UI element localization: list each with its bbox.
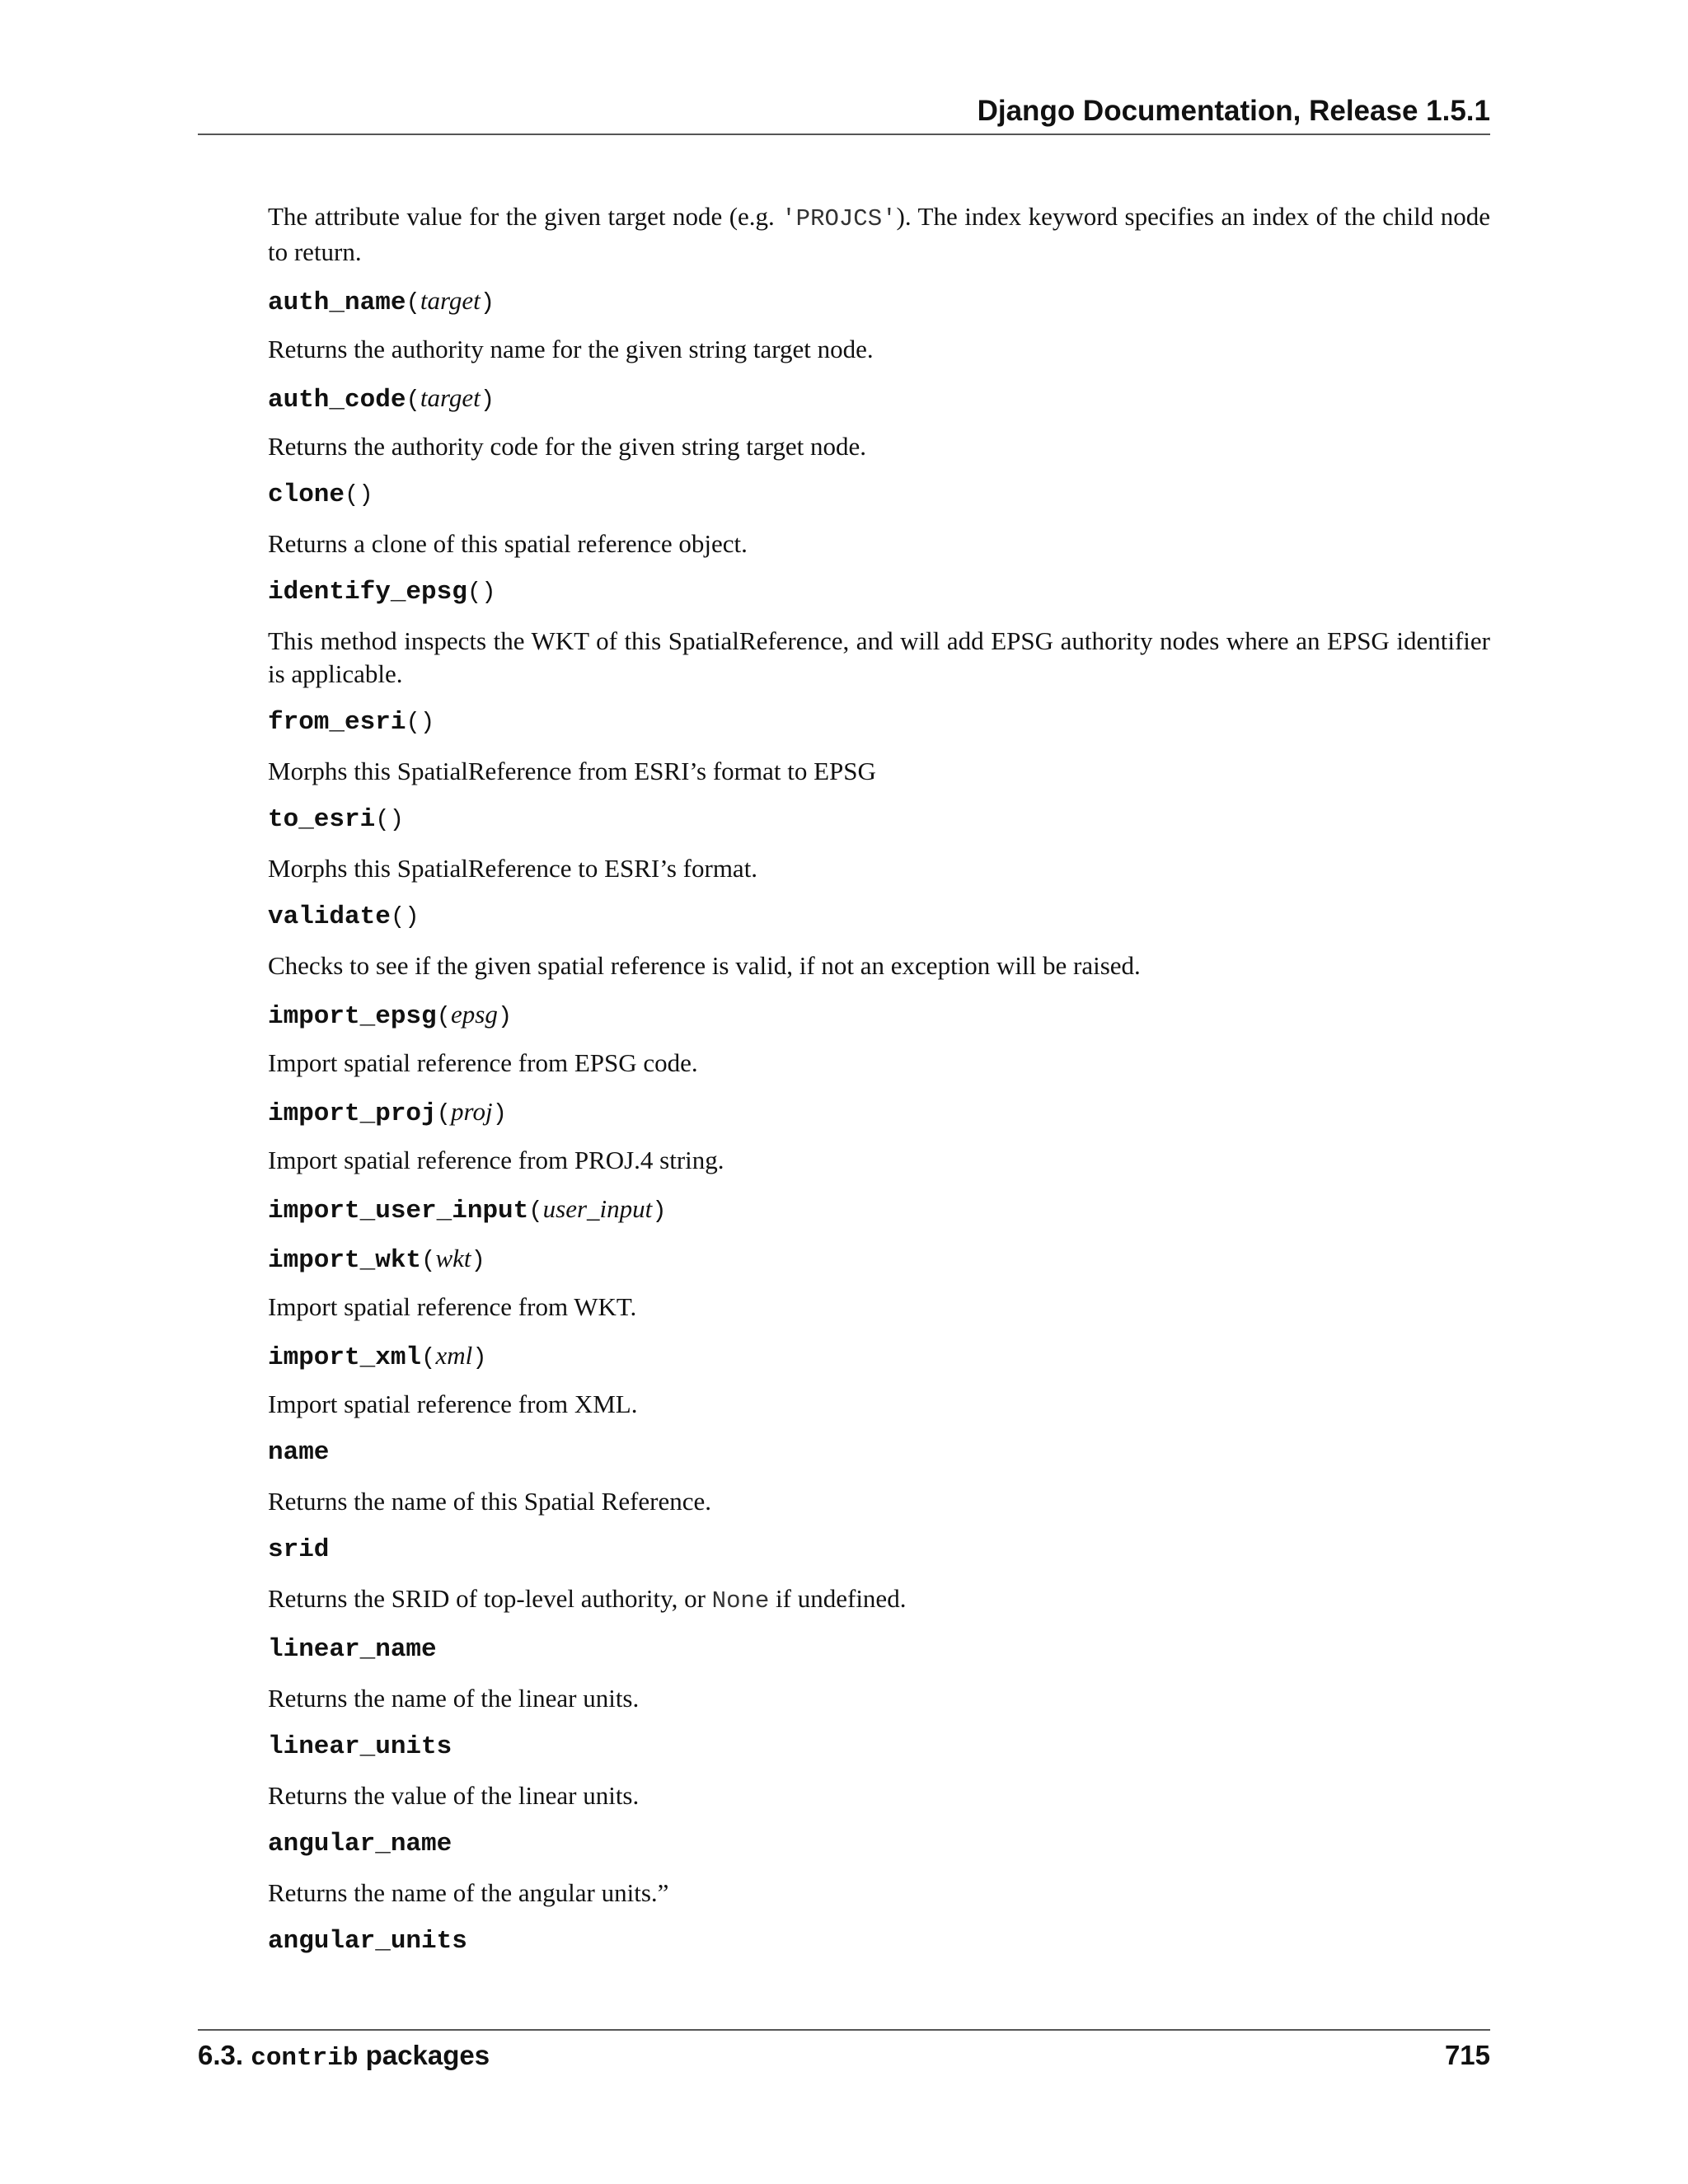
signature-open-paren: ( bbox=[375, 806, 390, 833]
signature-name: linear_name bbox=[268, 1635, 437, 1664]
description bbox=[268, 1582, 1490, 1618]
api-entry-list bbox=[268, 284, 1490, 1959]
api-entry-name bbox=[268, 1436, 1490, 1518]
api-entry-import-xml bbox=[268, 1338, 1490, 1421]
footer-section bbox=[198, 2037, 490, 2077]
footer-section-title: packages bbox=[365, 2040, 490, 2070]
footer-section-code: contrib bbox=[251, 2044, 359, 2073]
description: Returns the authority name for the given string target node. bbox=[268, 335, 874, 363]
signature-name: import_wkt bbox=[268, 1246, 422, 1275]
signature-name: auth_code bbox=[268, 386, 406, 415]
signature-name: import_epsg bbox=[268, 1002, 437, 1031]
page-number: 715 bbox=[1444, 2040, 1490, 2070]
signature bbox=[268, 1633, 1490, 1667]
signature-name: linear_units bbox=[268, 1732, 452, 1761]
signature-name: auth_name bbox=[268, 288, 406, 317]
description: Import spatial reference from XML. bbox=[268, 1390, 638, 1418]
description: Returns the authority code for the given string target node. bbox=[268, 432, 867, 461]
signature-name: import_xml bbox=[268, 1343, 422, 1372]
signature-close-paren: ) bbox=[652, 1197, 667, 1225]
signature-close-paren: ) bbox=[389, 806, 405, 833]
intro-text: The attribute value for the given target node (e.g. bbox=[268, 202, 782, 231]
signature-name: from_esri bbox=[268, 708, 406, 737]
signature-open-paren: ( bbox=[406, 387, 420, 414]
description: Import spatial reference from WKT. bbox=[268, 1292, 637, 1321]
api-entry-srid bbox=[268, 1533, 1490, 1618]
footer-section-number: 6.3. bbox=[198, 2040, 244, 2070]
document-title: Django Documentation, Release 1.5.1 bbox=[977, 95, 1490, 127]
description: Returns a clone of this spatial reference object. bbox=[268, 529, 748, 558]
signature bbox=[268, 803, 1490, 837]
signature-open-paren: ( bbox=[528, 1197, 543, 1225]
signature bbox=[268, 997, 1490, 1032]
intro-code: 'PROJCS' bbox=[781, 205, 897, 232]
description: Import spatial reference from PROJ.4 string. bbox=[268, 1146, 724, 1174]
description-text-after: if undefined. bbox=[769, 1584, 907, 1613]
api-entry-linear-name bbox=[268, 1633, 1490, 1715]
description: Returns the name of the linear units. bbox=[268, 1684, 640, 1713]
api-entry-linear-units bbox=[268, 1730, 1490, 1812]
page-header bbox=[198, 92, 1490, 135]
signature-close-paren: ) bbox=[480, 289, 495, 316]
signature bbox=[268, 575, 1490, 610]
signature-open-paren: ( bbox=[406, 709, 420, 736]
description: Checks to see if the given spatial reference is valid, if not an exception will be raised. bbox=[268, 951, 1141, 980]
api-entry-import-proj bbox=[268, 1094, 1490, 1177]
signature-close-paren: ) bbox=[472, 1344, 487, 1371]
signature bbox=[268, 900, 1490, 935]
api-entry-auth-name bbox=[268, 284, 1490, 366]
signature-argument: epsg bbox=[451, 1000, 498, 1029]
signature-name: identify_epsg bbox=[268, 578, 467, 607]
signature-argument: proj bbox=[451, 1097, 493, 1126]
api-entry-import-wkt bbox=[268, 1241, 1490, 1324]
description: Returns the value of the linear units. bbox=[268, 1781, 640, 1810]
signature-name: angular_name bbox=[268, 1830, 452, 1858]
api-entry-angular-name bbox=[268, 1827, 1490, 1910]
signature-name: srid bbox=[268, 1535, 330, 1564]
signature-open-paren: ( bbox=[421, 1344, 436, 1371]
intro-text-after: ). The index keyword specifies an index of the child node to return. bbox=[268, 202, 1491, 266]
api-entry-clone bbox=[268, 478, 1490, 560]
api-entry-from-esri bbox=[268, 705, 1490, 788]
description: Returns the name of this Spatial Reference. bbox=[268, 1487, 712, 1516]
description: This method inspects the WKT of this SpatialReference, and will add EPSG authority nodes where an EPSG identifier is applicable. bbox=[268, 626, 1490, 688]
signature bbox=[268, 1436, 1490, 1470]
api-entry-validate bbox=[268, 900, 1490, 982]
signature-open-paren: ( bbox=[467, 579, 482, 606]
api-entry-auth-code bbox=[268, 381, 1490, 463]
signature bbox=[268, 381, 1490, 415]
signature-close-paren: ) bbox=[471, 1247, 485, 1274]
signature bbox=[268, 1827, 1490, 1862]
api-entry-to-esri bbox=[268, 803, 1490, 885]
signature bbox=[268, 1192, 1490, 1226]
signature-open-paren: ( bbox=[436, 1003, 452, 1030]
signature-name: to_esri bbox=[268, 805, 376, 834]
signature bbox=[268, 284, 1490, 318]
signature bbox=[268, 1924, 1490, 1959]
signature-argument: user_input bbox=[542, 1194, 653, 1223]
signature-name: name bbox=[268, 1438, 330, 1467]
signature-argument: target bbox=[420, 383, 481, 412]
intro-paragraph bbox=[268, 200, 1490, 269]
signature bbox=[268, 1533, 1490, 1568]
signature bbox=[268, 1094, 1490, 1129]
signature-close-paren: ) bbox=[492, 1100, 507, 1127]
signature bbox=[268, 1730, 1490, 1765]
description-code: None bbox=[711, 1587, 770, 1615]
signature-open-paren: ( bbox=[345, 481, 359, 509]
signature-close-paren: ) bbox=[359, 481, 373, 509]
signature-open-paren: ( bbox=[390, 903, 406, 930]
api-entry-import-user-input bbox=[268, 1192, 1490, 1226]
signature-close-paren: ) bbox=[481, 579, 496, 606]
signature-close-paren: ) bbox=[420, 709, 435, 736]
page-footer bbox=[198, 2029, 1490, 2077]
signature bbox=[268, 1338, 1490, 1373]
signature-name: angular_units bbox=[268, 1927, 467, 1956]
signature-open-paren: ( bbox=[421, 1247, 436, 1274]
signature-open-paren: ( bbox=[436, 1100, 452, 1127]
page-content bbox=[268, 200, 1490, 1974]
api-entry-angular-units bbox=[268, 1924, 1490, 1959]
signature bbox=[268, 1241, 1490, 1276]
signature-argument: xml bbox=[435, 1341, 473, 1370]
signature-argument: wkt bbox=[435, 1244, 471, 1272]
signature-open-paren: ( bbox=[406, 289, 420, 316]
signature bbox=[268, 705, 1490, 740]
signature-close-paren: ) bbox=[480, 387, 495, 414]
signature-name: import_user_input bbox=[268, 1197, 529, 1226]
signature-name: clone bbox=[268, 480, 345, 509]
signature-argument: target bbox=[420, 286, 481, 315]
signature-close-paren: ) bbox=[497, 1003, 513, 1030]
api-entry-import-epsg bbox=[268, 997, 1490, 1080]
description: Returns the name of the angular units.” bbox=[268, 1878, 669, 1907]
description: Import spatial reference from EPSG code. bbox=[268, 1048, 698, 1077]
description: Morphs this SpatialReference from ESRI’s format to EPSG bbox=[268, 757, 876, 785]
description-text: Returns the SRID of top-level authority, or bbox=[268, 1584, 712, 1613]
api-entry-identify-epsg bbox=[268, 575, 1490, 691]
signature-close-paren: ) bbox=[405, 903, 420, 930]
signature-name: validate bbox=[268, 902, 391, 931]
description: Morphs this SpatialReference to ESRI’s format. bbox=[268, 854, 758, 883]
signature bbox=[268, 478, 1490, 513]
signature-name: import_proj bbox=[268, 1099, 437, 1128]
